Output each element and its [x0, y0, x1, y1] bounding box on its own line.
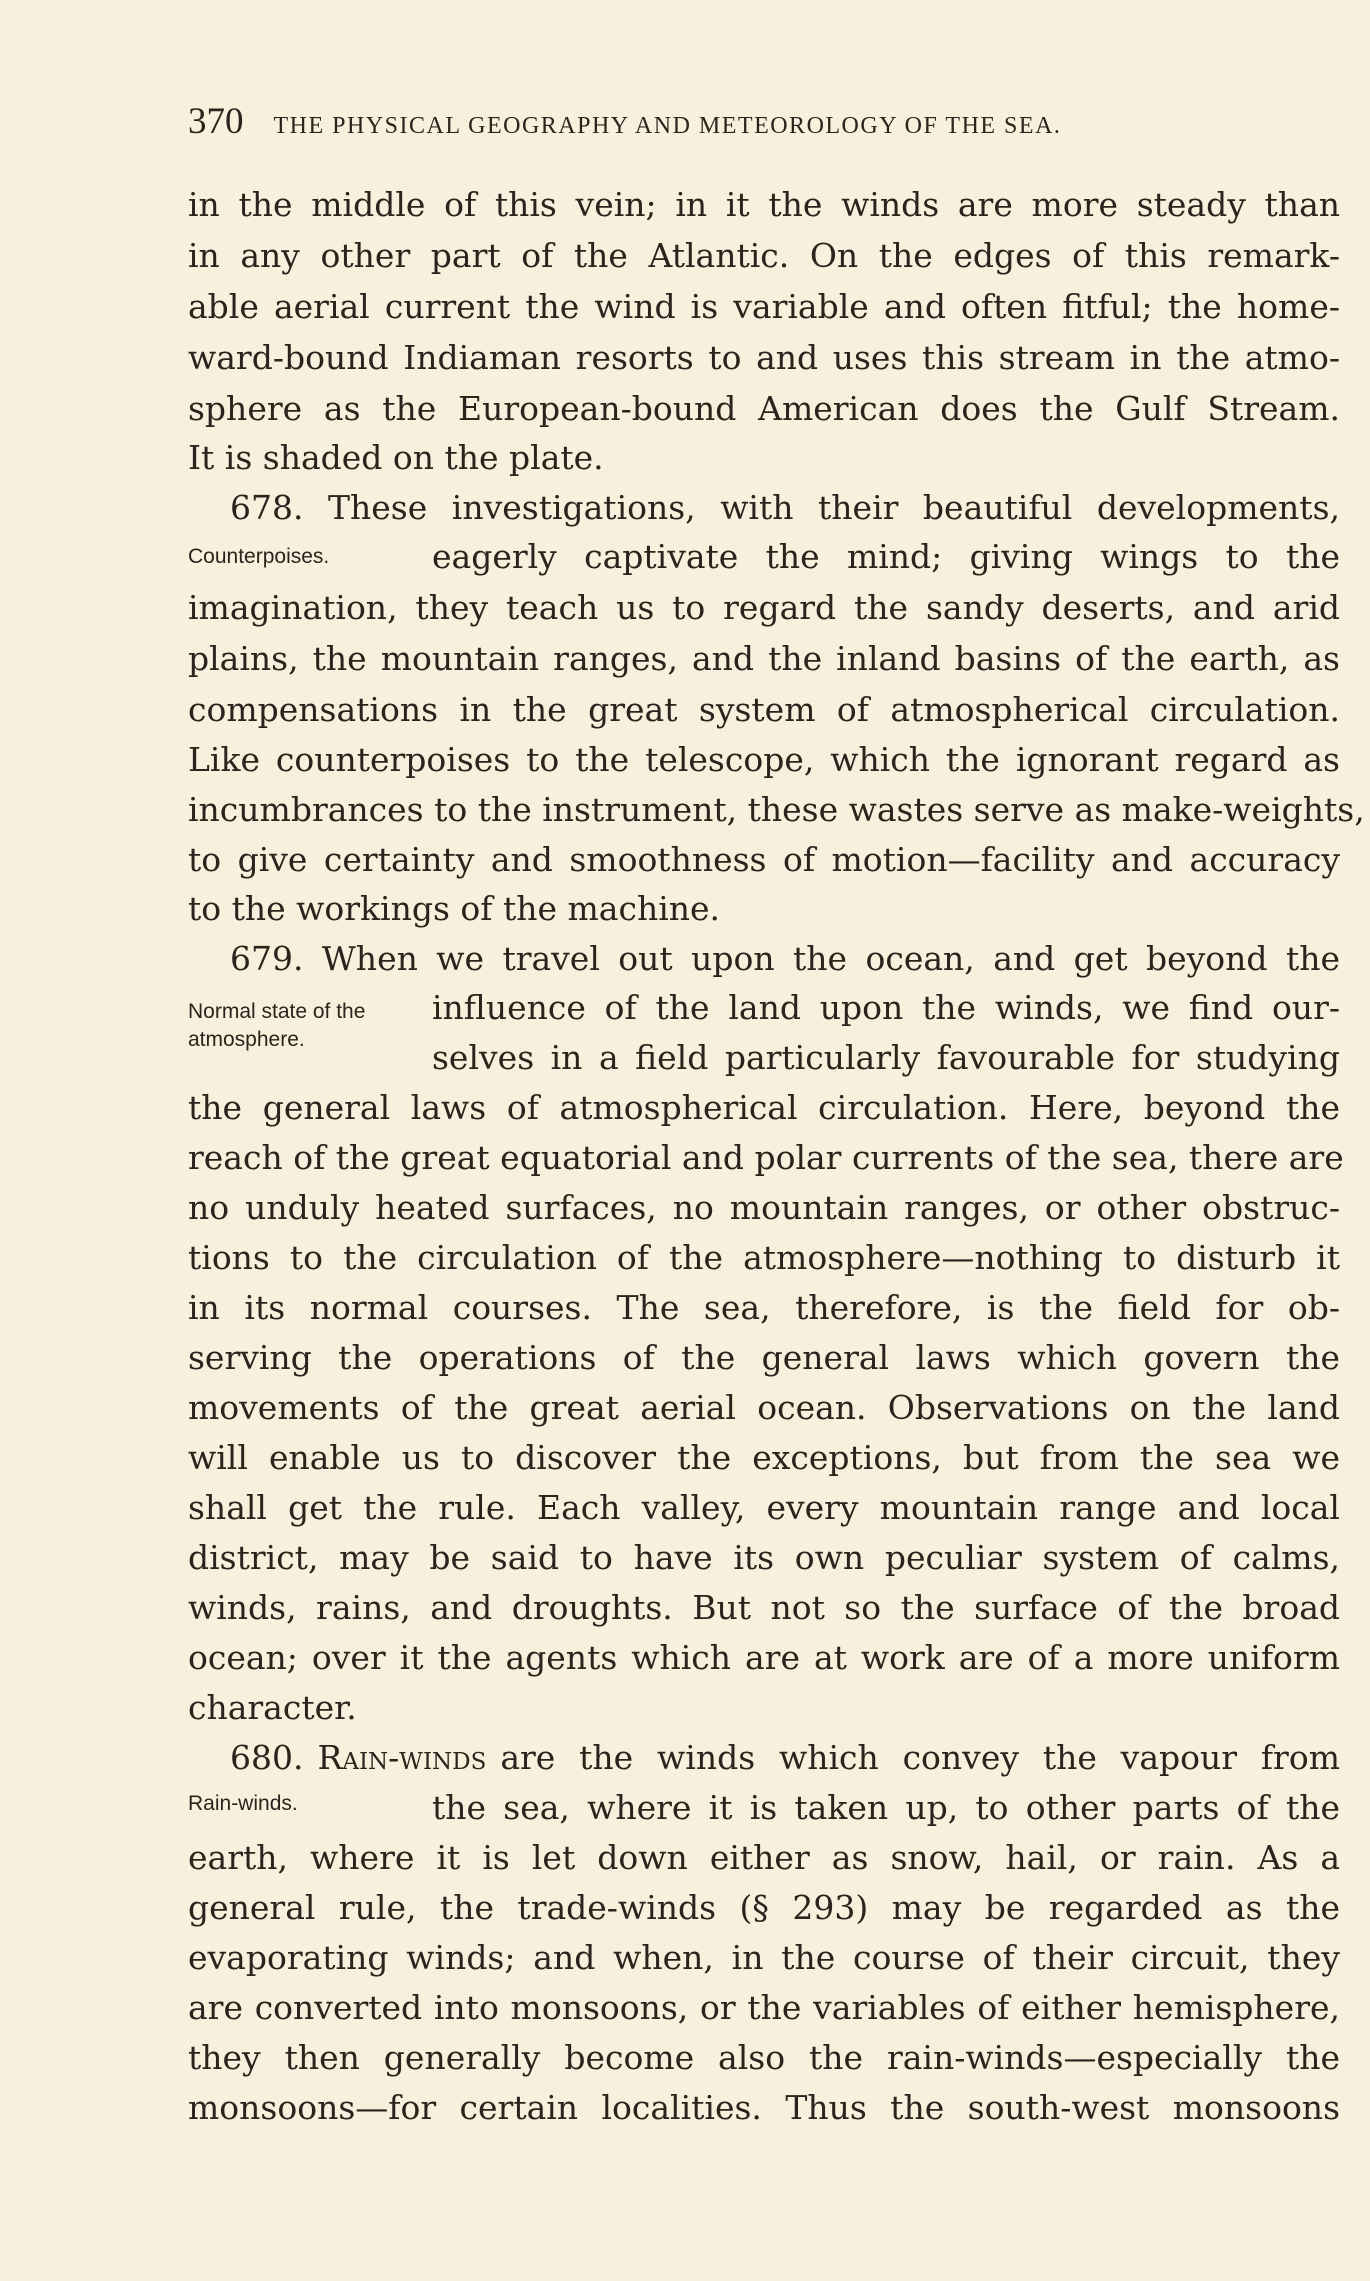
paragraph-number: 680.	[230, 1738, 304, 1777]
text-run: are the winds which convey the vapour from	[500, 1738, 1340, 1777]
text-line: Like counterpoises to the telescope, which the ignorant regard as	[188, 740, 1340, 779]
text-line: the sea, where it is taken up, to other parts of the	[432, 1788, 1340, 1827]
margin-note-atmosphere: atmosphere.	[188, 1028, 305, 1051]
text-line: they then generally become also the rain-winds—especially the	[188, 2038, 1340, 2077]
text-line: character.	[188, 1688, 357, 1727]
paragraph-680-start	[230, 1733, 1340, 1783]
paragraph-678-start: 678. These investigations, with their beautiful developments,	[230, 488, 1340, 527]
text-line: tions to the circulation of the atmosphere—nothing to disturb it	[188, 1238, 1340, 1277]
text-line: ward-bound Indiaman resorts to and uses this stream in the atmo-	[188, 338, 1340, 377]
margin-note-normal-state: Normal state of the	[188, 1000, 366, 1023]
text-line: in the middle of this vein; in it the winds are more steady than	[188, 185, 1340, 224]
text-line: earth, where it is let down either as snow, hail, or rain. As a	[188, 1838, 1340, 1877]
text-line: selves in a field particularly favourable for studying	[432, 1038, 1340, 1077]
running-header	[188, 100, 1288, 150]
text-line: It is shaded on the plate.	[188, 438, 604, 477]
text-line: will enable us to discover the exceptions, but from the sea we	[188, 1438, 1340, 1477]
text-line: eagerly captivate the mind; giving wings to the	[432, 537, 1340, 576]
text-line: are converted into monsoons, or the variables of either hemisphere,	[188, 1988, 1340, 2027]
text-line: able aerial current the wind is variable and often fitful; the home-	[188, 287, 1340, 326]
margin-note-counterpoises: Counterpoises.	[188, 545, 330, 568]
text-line: winds, rains, and droughts. But not so the surface of the broad	[188, 1588, 1340, 1627]
text-line: imagination, they teach us to regard the sandy deserts, and arid	[188, 588, 1340, 627]
margin-note-rain-winds: Rain-winds.	[188, 1792, 298, 1815]
text-line: in its normal courses. The sea, therefore, is the field for ob-	[188, 1288, 1340, 1327]
text-line: no unduly heated surfaces, no mountain ranges, or other obstruc-	[188, 1188, 1340, 1227]
running-title: THE PHYSICAL GEOGRAPHY AND METEOROLOGY OF THE SEA.	[273, 113, 1062, 139]
text-line: in any other part of the Atlantic. On the edges of this remark-	[188, 236, 1340, 275]
text-line: to give certainty and smoothness of motion—facility and accuracy	[188, 840, 1340, 879]
text-line: evaporating winds; and when, in the course of their circuit, they	[188, 1938, 1340, 1977]
text-line: monsoons—for certain localities. Thus the south-west monsoons	[188, 2088, 1340, 2127]
rain-winds-term: Rain-winds	[317, 1738, 487, 1777]
paragraph-679-start: 679. When we travel out upon the ocean, and get beyond the	[230, 939, 1340, 978]
text-line: compensations in the great system of atmospherical circulation.	[188, 690, 1340, 729]
text-line: to the workings of the machine.	[188, 889, 721, 928]
text-line: ocean; over it the agents which are at work are of a more uniform	[188, 1638, 1340, 1677]
text-line: the general laws of atmospherical circulation. Here, beyond the	[188, 1088, 1340, 1127]
text-line: movements of the great aerial ocean. Observations on the land	[188, 1388, 1340, 1427]
text-line: sphere as the European-bound American does the Gulf Stream.	[188, 389, 1340, 428]
text-line: district, may be said to have its own peculiar system of calms,	[188, 1538, 1340, 1577]
text-line: shall get the rule. Each valley, every mountain range and local	[188, 1488, 1340, 1527]
text-line: influence of the land upon the winds, we find our-	[432, 988, 1340, 1027]
text-line: reach of the great equatorial and polar currents of the sea, there are	[188, 1138, 1344, 1177]
text-line: serving the operations of the general laws which govern the	[188, 1338, 1340, 1377]
text-line: incumbrances to the instrument, these wastes serve as make-weights,	[188, 790, 1365, 829]
text-line: general rule, the trade-winds (§ 293) may be regarded as the	[188, 1888, 1340, 1927]
page-number: 370	[188, 101, 244, 142]
text-line: plains, the mountain ranges, and the inland basins of the earth, as	[188, 639, 1340, 678]
